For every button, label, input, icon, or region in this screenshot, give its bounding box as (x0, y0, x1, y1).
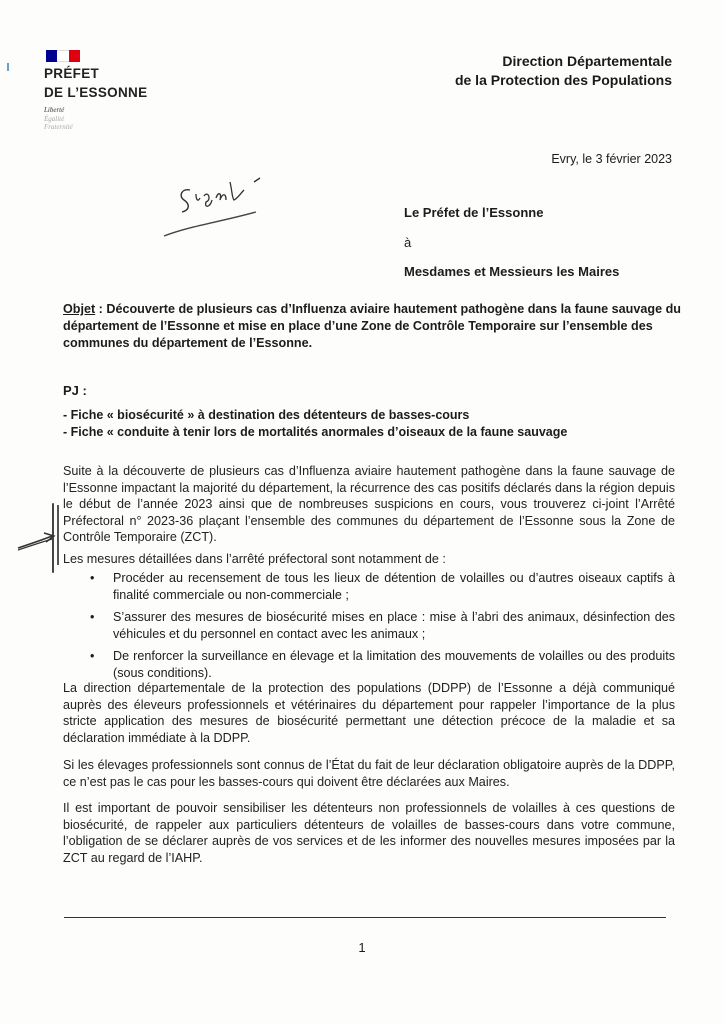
attachment-item: - Fiche « biosécurité » à destination des détenteurs de basses-cours (63, 408, 470, 422)
measures-list (63, 570, 675, 687)
attachment-item: - Fiche « conduite à tenir lors de mortalités anormales d’oiseaux de la faune sauvage (63, 425, 568, 439)
bullet-icon: • (90, 610, 95, 624)
marianne-flag-icon (46, 50, 80, 62)
logo-prefet: PRÉFET (44, 66, 100, 81)
sender-name: Le Préfet de l’Essonne (404, 205, 544, 220)
subject-text: : Découverte de plusieurs cas d’Influenza aviaire hautement pathogène dans la faune sauvage du département de l’Essonne et mise en place d’une Zone de Contrôle Temporaire sur l’ensemble des communes du département de l’Essonne. (63, 302, 681, 350)
prefecture-logo (44, 50, 174, 132)
bullet-icon: • (90, 571, 95, 585)
list-item: • De renforcer la surveillance en élevage et la limitation des mouvements de volailles ou des produits (sous conditions). (90, 649, 675, 680)
issuing-direction (455, 52, 672, 90)
footer-divider (64, 917, 666, 918)
to-word: à (404, 235, 412, 250)
logo-department: DE L’ESSONNE (44, 85, 148, 100)
attachments-title: PJ : (63, 383, 87, 398)
paragraph-ddpp: La direction départementale de la protection des populations (DDPP) de l’Essonne a déjà communiqué auprès des éleveurs professionnels et vétérinaires du département pour rappeler l’importance de la plus stricte application des mesures de biosécurité permettant une détection précoce de la maladie et sa déclaration immédiate à la DDPP. (63, 681, 675, 745)
page-number: 1 (358, 940, 366, 955)
motto (44, 106, 174, 132)
list-item: • S’assurer des mesures de biosécurité mises en place : mise à l’abri des animaux, désinfection des véhicules et du personnel en contact avec les animaux ; (90, 610, 675, 641)
bullet-icon: • (90, 649, 95, 663)
subject-label: Objet (63, 302, 96, 316)
direction-line-2: de la Protection des Populations (454, 72, 672, 88)
direction-line-1: Direction Départementale (502, 53, 672, 69)
motto-fraternite: Fraternité (44, 123, 73, 131)
paragraph-awareness: Il est important de pouvoir sensibiliser les détenteurs non professionnels de volailles à ces questions de biosécurité, de rappeler aux particuliers détenteurs de volailles de basses-cours dans votre commune, l’obligation de se déclarer auprès de vos services et de les informer des nouvelles mesures imposées par la ZCT au regard de l’IAHP. (63, 801, 675, 865)
handwritten-arrow-icon (16, 530, 58, 552)
subject-line (63, 301, 683, 352)
handwritten-signature (160, 170, 280, 240)
paragraph-context: Suite à la découverte de plusieurs cas d’Influenza aviaire hautement pathogène dans la faune sauvage de l’Essonne impactant la majorité du département, la récurrence des cas positifs déclarés dans la région depuis le début de l’année 2023 ainsi que de nombreuses suspicions en cours, vous trouverez ci-joint l’Arrêté Préfectoral n° 2023-36 plaçant l’ensemble des communes du département de l’Essonne sous la Zone de Contrôle Temporaire (ZCT). (63, 464, 675, 544)
motto-liberte: Liberté (44, 106, 65, 114)
date-line: Evry, le 3 février 2023 (551, 152, 672, 166)
scan-mark (7, 63, 9, 71)
list-item: • Procéder au recensement de tous les lieux de détention de volailles ou d’autres oiseaux captifs à finalité commerciale ou non-commerciale ; (90, 571, 675, 602)
motto-egalite: Égalité (44, 114, 65, 123)
attachments-list (63, 407, 567, 441)
paragraph-declaration: Si les élevages professionnels sont connus de l’État du fait de leur déclaration obligatoire auprès de la DDPP, ce n’est pas le cas pour les basses-cours qui doivent être déclarées aux Maires. (63, 758, 675, 789)
addressee: Mesdames et Messieurs les Maires (404, 264, 620, 279)
paragraph-measures-intro: Les mesures détaillées dans l’arrêté préfectoral sont notamment de : (63, 552, 446, 566)
